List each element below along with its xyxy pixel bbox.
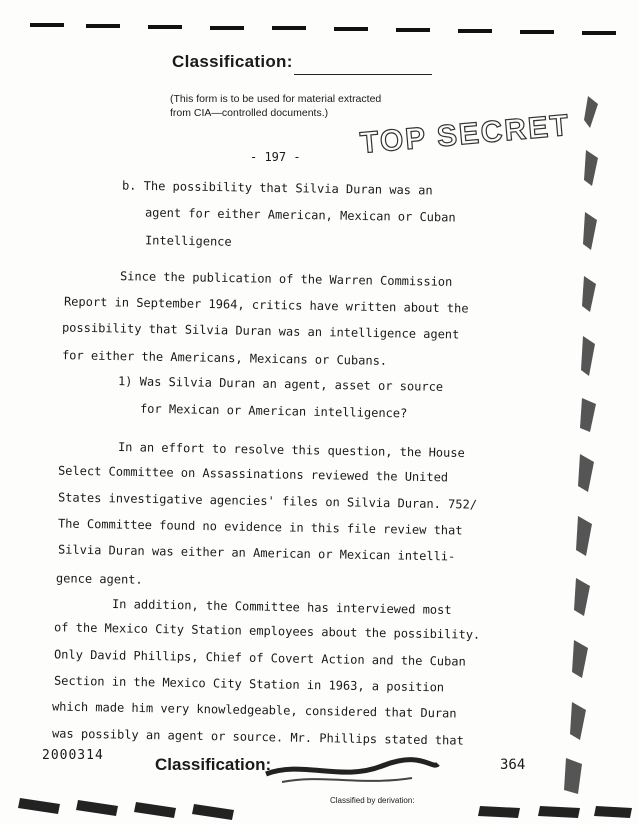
declassification-note: Classified by derivation: [330,796,415,805]
body-line: Intelligence [144,233,232,249]
page-number: - 197 - [250,150,301,164]
body-line: Report in September 1964, critics have written about the [63,294,469,316]
body-line: In addition, the Committee has interviewed most [111,597,452,617]
page-reference: 364 [500,757,526,773]
body-line: Silvia Duran was either an American or Mexican intelli- [57,542,456,564]
body-line: Since the publication of the Warren Commission [119,269,453,289]
body-line: for Mexican or American intelligence? [139,401,408,421]
body-line: b. The possibility that Silvia Duran was an [121,178,433,198]
document-id: 2000314 [42,748,104,763]
form-note-line-1: (This form is to be used for material extracted [170,93,382,105]
body-line: was possibly an agent or source. Mr. Phillips stated that [51,726,464,748]
body-line: 1) Was Silvia Duran an agent, asset or source [117,374,444,394]
body-line: which made him very knowledgeable, considered that Duran [51,699,457,721]
body-line: Section in the Mexico City Station in 1963, a position [53,673,445,695]
body-line: States investigative agencies' files on Silvia Duran. 752/ [57,490,478,512]
body-line: gence agent. [55,571,143,587]
body-line: agent for either American, Mexican or Cuban [144,205,456,225]
body-line: of the Mexico City Station employees about the possibility. [53,620,481,642]
body-line: for either the Americans, Mexicans or Cubans. [61,348,388,368]
top-secret-stamp: TOP SECRET [358,108,572,161]
form-note-line-2: from CIA—controlled documents.) [170,107,329,119]
body-line: In an effort to resolve this question, the House [117,439,465,461]
body-line: Only David Phillips, Chief of Covert Action and the Cuban [53,647,466,669]
body-line: The Committee found no evidence in this file review that [57,516,463,538]
classification-header: Classification: [172,52,293,71]
body-line: possibility that Silvia Duran was an intelligence agent [61,320,460,342]
footer-classification: Classification: [155,755,272,774]
body-line: Select Committee on Assassinations reviewed the United [57,463,449,485]
